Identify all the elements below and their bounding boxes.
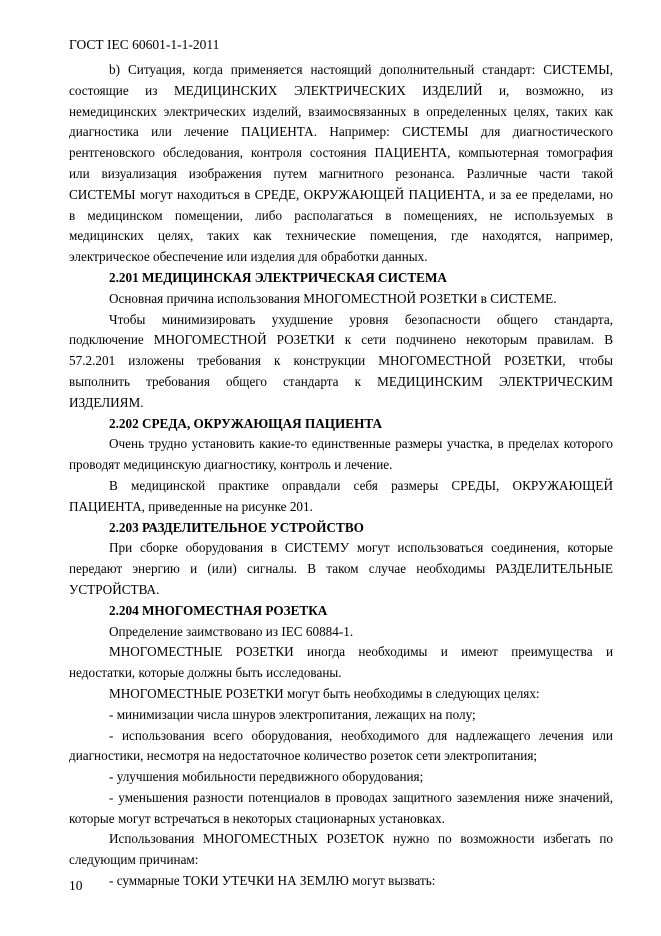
text-line: следующим причинам: bbox=[69, 852, 199, 868]
list-item: - улучшения мобильности передвижного оборудования; bbox=[109, 769, 424, 785]
body-text bbox=[69, 60, 613, 892]
list-item: - использования всего оборудования, необходимого для надлежащего лечения или bbox=[109, 727, 613, 743]
text-line: При сборке оборудования в СИСТЕМУ могут использоваться соединения, которые bbox=[109, 540, 613, 556]
text-line: В медицинской практике оправдали себя размеры СРЕДЫ, ОКРУЖАЮЩЕЙ bbox=[109, 477, 613, 493]
text-line: ПАЦИЕНТА, приведенные на рисунке 201. bbox=[69, 498, 313, 514]
text-line: или визуализация изображения путем магнитного резонанса. Различные части такой bbox=[69, 165, 613, 181]
text-line: МНОГОМЕСТНЫЕ РОЗЕТКИ иногда необходимы и имеют преимущества и bbox=[109, 644, 613, 660]
text-line: состоящие из МЕДИЦИНСКИХ ЭЛЕКТРИЧЕСКИХ ИЗДЕЛИЙ и, возможно, из bbox=[69, 82, 613, 98]
text-line: в медицинском помещении, либо располагаться в помещениях, не используемых в bbox=[69, 207, 613, 223]
text-line: Основная причина использования МНОГОМЕСТНОЙ РОЗЕТКИ в СИСТЕМЕ. bbox=[109, 290, 557, 306]
text-line: выполнить требования общего стандарта к МЕДИЦИНСКИМ ЭЛЕКТРИЧЕСКИМ bbox=[69, 373, 613, 389]
text-line: СИСТЕМЫ могут находиться в СРЕДЕ, ОКРУЖАЮЩЕЙ ПАЦИЕНТА, и за ее пределами, но bbox=[69, 186, 613, 202]
text-line: Использования МНОГОМЕСТНЫХ РОЗЕТОК нужно по возможности избегать по bbox=[109, 831, 613, 847]
text-line: УСТРОЙСТВА. bbox=[69, 581, 160, 597]
text-line: рентгеновского обследования, контроля состояния ПАЦИЕНТА, компьютерная томография bbox=[69, 145, 613, 161]
section-heading-2-204: 2.204 МНОГОМЕСТНАЯ РОЗЕТКА bbox=[109, 602, 328, 618]
list-item: - суммарные ТОКИ УТЕЧКИ НА ЗЕМЛЮ могут вызвать: bbox=[109, 873, 436, 889]
text-line: медицинских целях, таких как технические помещения, где находятся, например, bbox=[69, 228, 613, 244]
text-line: которые могут встречаться в некоторых стационарных установках. bbox=[69, 810, 445, 826]
text-line: проводят медицинскую диагностику, контроль и лечение. bbox=[69, 457, 393, 473]
text-line: диагностики, несмотря на недостаточное количество розеток сети электропитания; bbox=[69, 748, 538, 764]
text-line: немедицинских электрических изделий, взаимосвязанных в определенных целях, таких как bbox=[69, 103, 613, 119]
section-heading-2-202: 2.202 СРЕДА, ОКРУЖАЮЩАЯ ПАЦИЕНТА bbox=[109, 415, 383, 431]
text-line: МНОГОМЕСТНЫЕ РОЗЕТКИ могут быть необходимы в следующих целях: bbox=[109, 685, 540, 701]
text-line: подключение МНОГОМЕСТНОЙ РОЗЕТКИ к сети подчинено некоторым правилам. В bbox=[69, 332, 613, 348]
text-line: электрическое обеспечение или изделия для обработки данных. bbox=[69, 249, 428, 265]
text-line: ИЗДЕЛИЯМ. bbox=[69, 394, 144, 410]
text-line: b) Ситуация, когда применяется настоящий дополнительный стандарт: СИСТЕМЫ, bbox=[109, 62, 613, 77]
list-item: - уменьшения разности потенциалов в проводах защитного заземления ниже значений, bbox=[109, 789, 613, 805]
text-line: недостатки, которые должны быть исследованы. bbox=[69, 665, 342, 681]
text-line: Определение заимствовано из IEC 60884-1. bbox=[109, 623, 354, 639]
standard-header: ГОСТ IEC 60601-1-1-2011 bbox=[69, 37, 220, 52]
list-item: - минимизации числа шнуров электропитания, лежащих на полу; bbox=[109, 706, 476, 722]
text-line: Очень трудно установить какие-то единственные размеры участка, в пределах которого bbox=[109, 436, 613, 452]
text-line: диагностика или лечение ПАЦИЕНТА. Например: СИСТЕМЫ для диагностического bbox=[69, 124, 613, 140]
page-number: 10 bbox=[69, 878, 83, 893]
text-line: 57.2.201 изложены требования к конструкции МНОГОМЕСТНОЙ РОЗЕТКИ, чтобы bbox=[69, 353, 613, 369]
section-heading-2-203: 2.203 РАЗДЕЛИТЕЛЬНОЕ УСТРОЙСТВО bbox=[109, 519, 364, 535]
section-heading-2-201: 2.201 МЕДИЦИНСКАЯ ЭЛЕКТРИЧЕСКАЯ СИСТЕМА bbox=[109, 269, 447, 285]
text-line: передают энергию и (или) сигналы. В таком случае необходимы РАЗДЕЛИТЕЛЬНЫЕ bbox=[69, 561, 613, 577]
text-line: Чтобы минимизировать ухудшение уровня безопасности общего стандарта, bbox=[109, 311, 613, 327]
